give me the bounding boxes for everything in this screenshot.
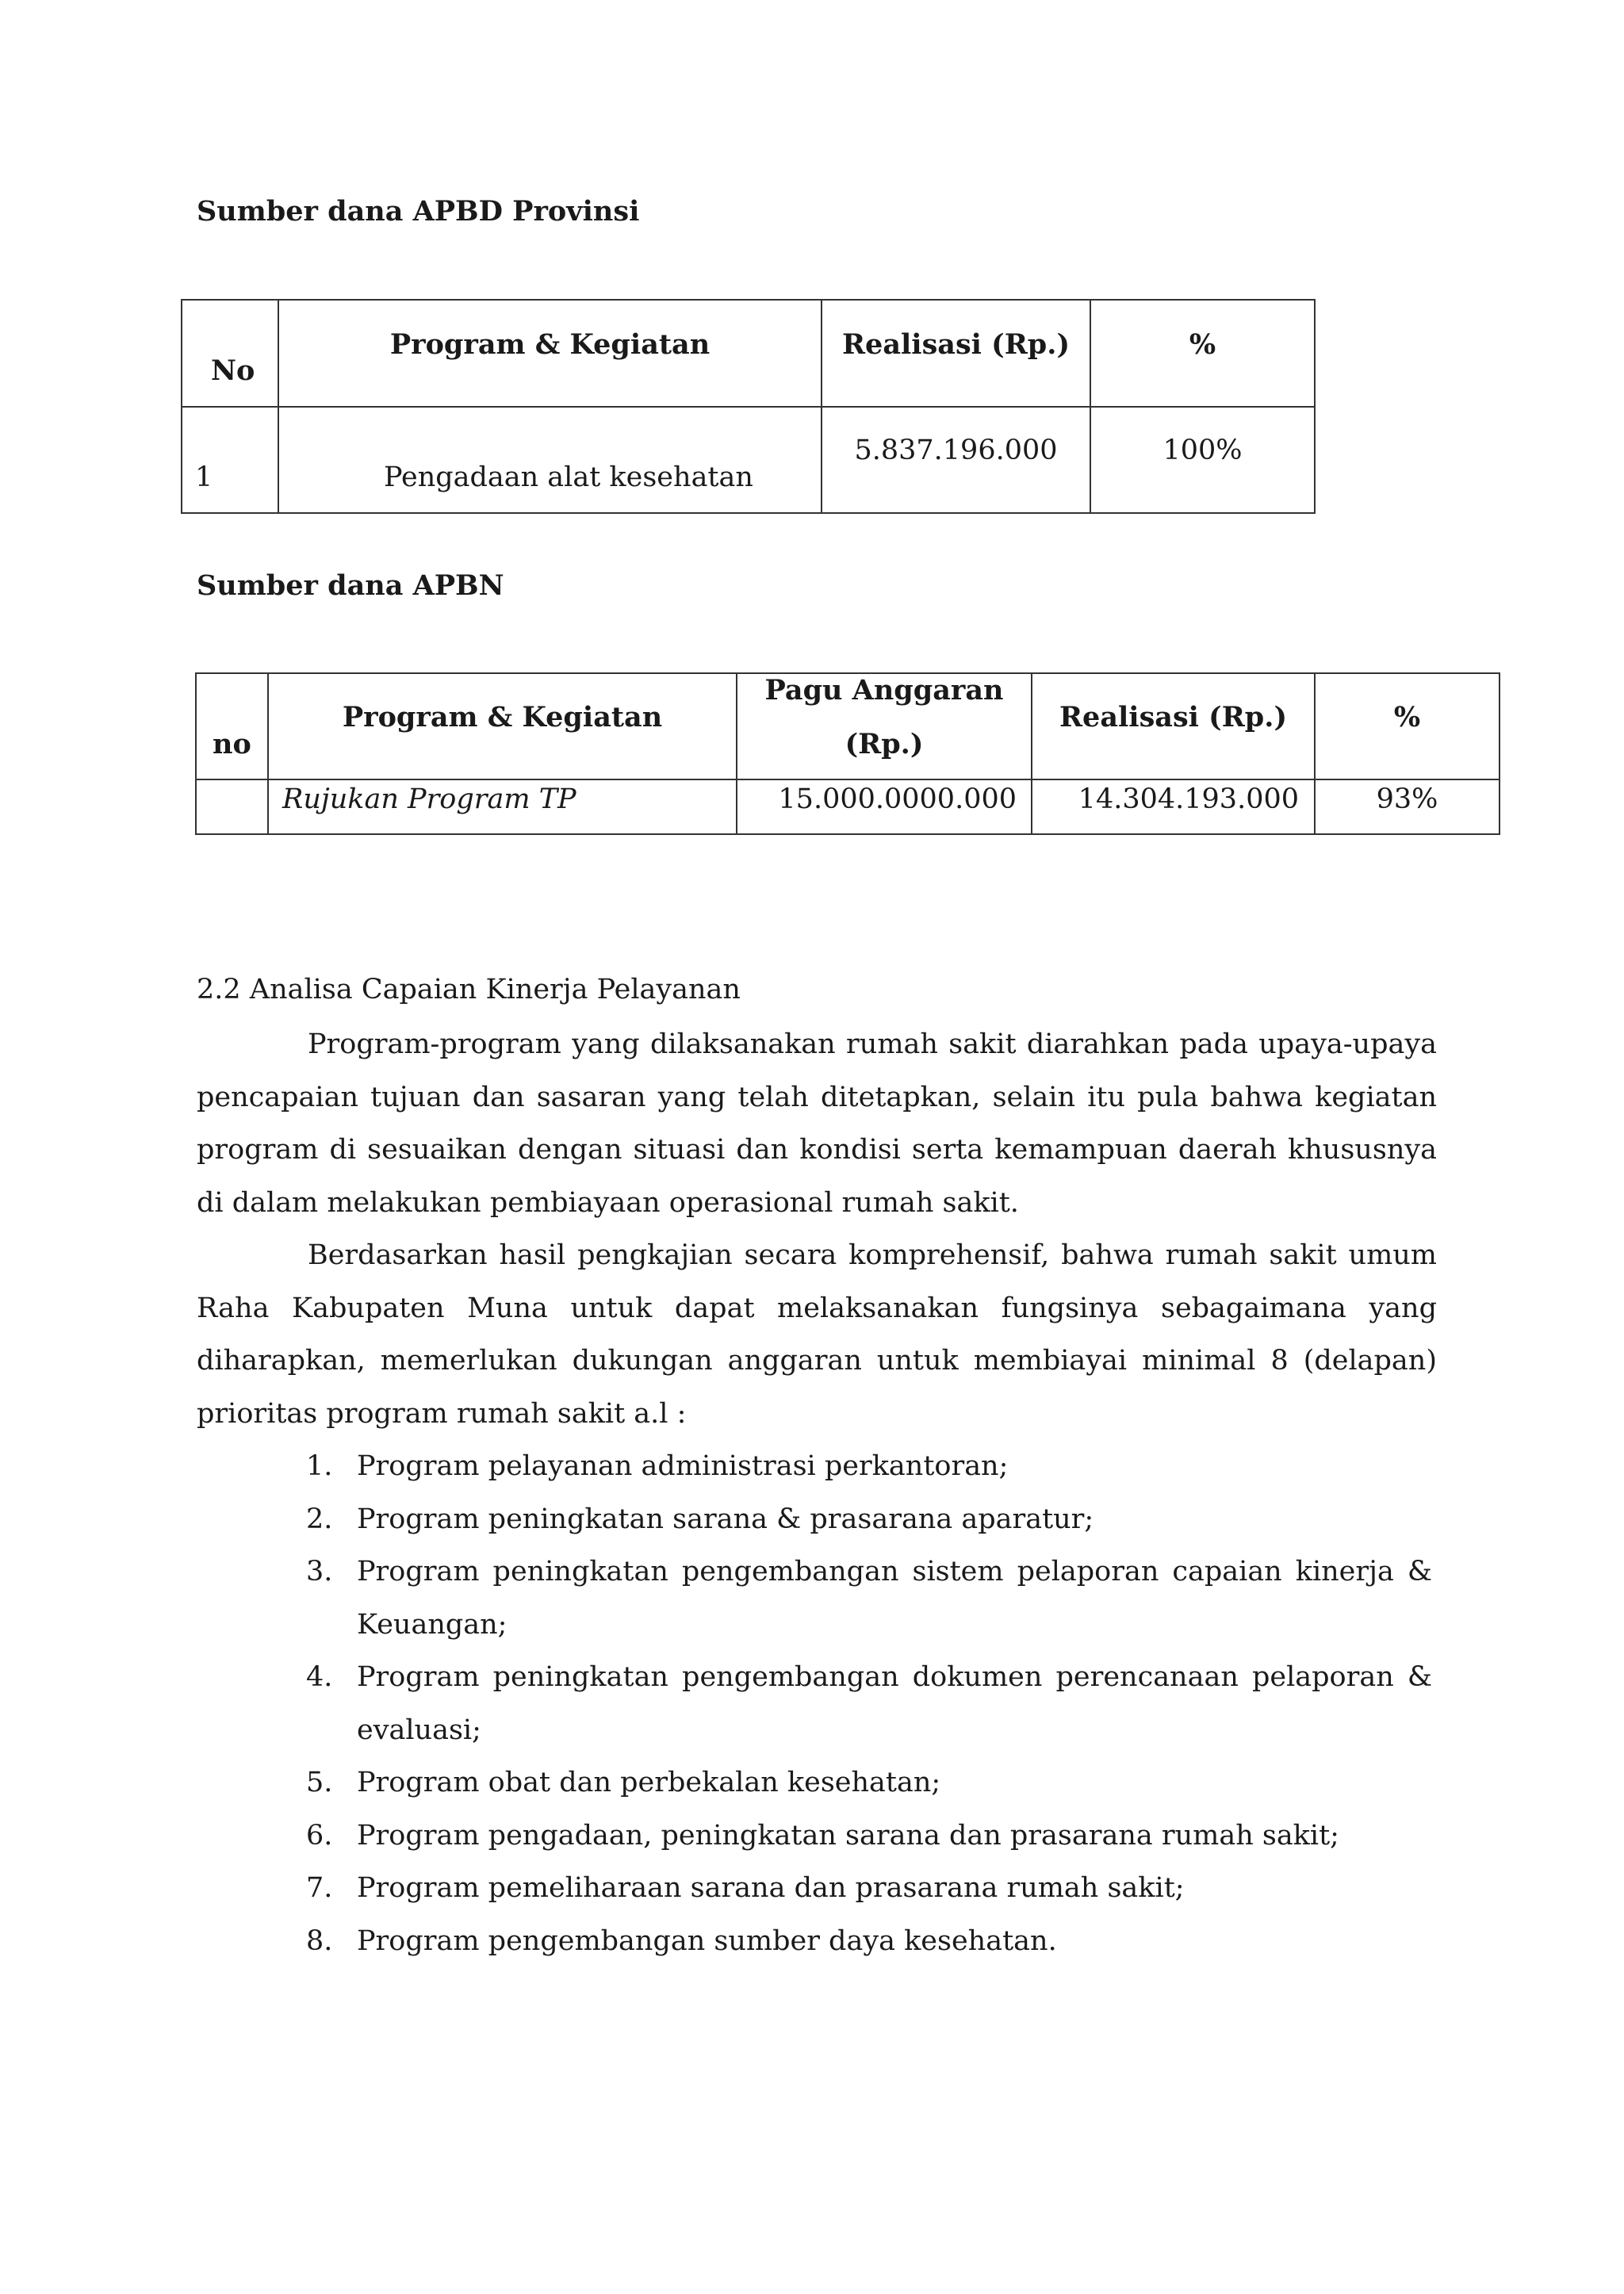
table-cell-realisasi: 5.837.196.000 [854, 435, 1058, 466]
table-cell-program: Rujukan Program TP [282, 783, 576, 815]
analysis-heading: 2.2 Analisa Capaian Kinerja Pelayanan [197, 974, 741, 1005]
table-header-program: Program & Kegiatan [342, 701, 663, 733]
list-item: 6. Program pengadaan, peningkatan sarana dan prasarana rumah sakit; [306, 1819, 1339, 1852]
list-item: 4. Program peningkatan pengembangan dokumen perencanaan pelaporan & evaluasi; [306, 1661, 1432, 1746]
table-header-no: No [211, 354, 255, 387]
list-item: 7. Program pemeliharaan sarana dan prasarana rumah sakit; [306, 1872, 1185, 1904]
list-item: 3. Program peningkatan pengembangan sistem pelaporan capaian kinerja & Keuangan; [306, 1556, 1432, 1641]
section-title-apbn: Sumber dana APBN [197, 569, 504, 602]
table-header-program: Program & Kegiatan [389, 328, 710, 361]
table-header-realisasi: Realisasi (Rp.) [1059, 701, 1288, 733]
table-header-percent: % [1393, 701, 1421, 733]
table-header-pagu-unit: (Rp.) [845, 728, 924, 760]
table-cell-percent: 100% [1162, 435, 1243, 466]
analysis-paragraph-2: Berdasarkan hasil pengkajian secara komprehensif, bahwa rumah sakit umum Raha Kabupaten Muna untuk dapat melaksanakan fungsinya sebagaimana yang diharapkan, memerlukan dukungan anggaran untuk membiayai minimal 8 (delapan) prioritas program rumah sakit a.l : [197, 1239, 1437, 1430]
table-header-no: no [213, 728, 251, 760]
table-cell-no: 1 [195, 461, 213, 493]
table-header-realisasi: Realisasi (Rp.) [841, 328, 1071, 361]
list-item: 8. Program pengembangan sumber daya kesehatan. [306, 1924, 1057, 1957]
table-cell-realisasi: 14.304.193.000 [1078, 783, 1299, 815]
program-list [306, 1440, 1432, 1967]
list-item: 5. Program obat dan perbekalan kesehatan; [306, 1767, 941, 1798]
list-item: 2. Program peningkatan sarana & prasarana aparatur; [306, 1503, 1094, 1535]
section-title-apbd-provinsi: Sumber dana APBD Provinsi [197, 195, 640, 228]
table-header-percent: % [1189, 328, 1216, 361]
table-header-pagu: Pagu Anggaran [764, 674, 1004, 707]
table-cell-percent: 93% [1376, 783, 1438, 815]
table-cell-pagu: 15.000.0000.000 [778, 783, 1017, 815]
list-item: 1. Program pelayanan administrasi perkantoran; [306, 1450, 1009, 1482]
analysis-paragraph-1: Program-program yang dilaksanakan rumah sakit diarahkan pada upaya-upaya pencapaian tujuan dan sasaran yang telah ditetapkan, selain itu pula bahwa kegiatan program di sesuaikan dengan situasi dan kondisi serta kemampuan daerah khususnya di dalam melakukan pembiayaan operasional rumah sakit. [197, 1028, 1437, 1219]
table-cell-program: Pengadaan alat kesehatan [384, 461, 753, 493]
